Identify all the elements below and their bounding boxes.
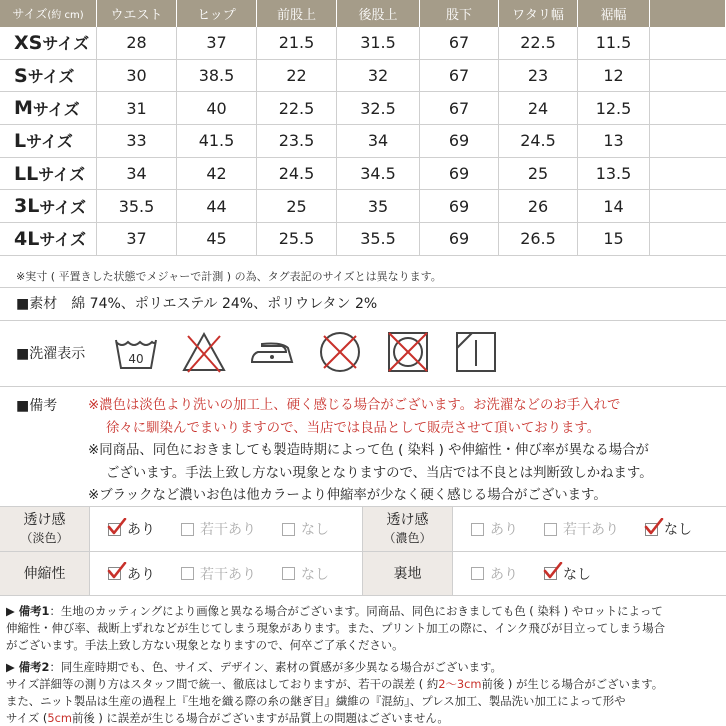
- checkbox-label: 若干あり: [200, 522, 256, 538]
- remarks-line: ※ブラックなど濃いお色は他カラーより伸縮率が少なく硬く感じる場合がございます。: [88, 488, 607, 503]
- wash-40-icon: [112, 328, 160, 376]
- checkbox-label: なし: [664, 522, 692, 538]
- size-label: 4L サイズ: [0, 223, 97, 255]
- remarks-label: ■備考: [16, 398, 58, 414]
- material-section: [16, 293, 377, 313]
- checkbox-label: あり: [127, 566, 155, 583]
- header-hem: 裾幅: [578, 0, 650, 27]
- checkbox-label: 若干あり: [563, 522, 619, 538]
- size-value-cell: 11.5: [578, 27, 650, 59]
- header-blank: [650, 0, 726, 27]
- header-thigh: ワタリ幅: [499, 0, 578, 27]
- footnotes: [6, 603, 722, 726]
- size-value-cell: 13.5: [578, 158, 650, 190]
- material-value: 綿 74%、ポリエステル 24%、ポリウレタン 2%: [71, 296, 378, 312]
- checkbox-unchecked: [181, 567, 194, 580]
- checkbox-unchecked: [181, 523, 194, 536]
- checkbox-label: なし: [301, 522, 329, 538]
- size-value-cell: 67: [420, 60, 499, 92]
- size-value-cell: 15: [578, 223, 650, 255]
- checkbox-option: [282, 564, 329, 584]
- options-stretch: [90, 552, 363, 595]
- size-label: 3L サイズ: [0, 190, 97, 222]
- checkbox-label: なし: [563, 566, 591, 583]
- footnote-2: ▶ 備考2：同生産時期でも、色、サイズ、デザイン、素材の質感が多少異なる場合がございます。 サイズ詳細等の測り方はスタッフ間で統一、徹底はしておりますが、若干の誤差 ( 約2～3cm前後 ) が生じる場合がございます。 また、ニット製品は生産の過程上『生地を織る際の糸の継ぎ目』繊維の『混紡』、プレス加工、製品洗い加工によって形や サイズ (5cm前後 ) に誤差が生じる場合がございますが品質上の問題はございません。: [6, 660, 664, 725]
- checkbox-option: [645, 519, 692, 539]
- checkbox-option: [544, 519, 619, 539]
- size-value-cell: 24.5: [499, 125, 578, 157]
- size-value-cell: 12: [578, 60, 650, 92]
- size-value-cell: 38.5: [177, 60, 257, 92]
- checkbox-checked: [645, 523, 658, 536]
- size-label: M サイズ: [0, 92, 97, 124]
- checkbox-unchecked: [471, 567, 484, 580]
- remarks-line: 徐々に馴染んでまいりますので、当店では良品として販売させて頂いております。: [106, 420, 601, 436]
- size-value-cell: 44: [177, 190, 257, 222]
- size-value-cell: 41.5: [177, 125, 257, 157]
- checkbox-checked: [544, 567, 557, 580]
- property-label-stretch: 伸縮性: [0, 552, 90, 595]
- size-row: [0, 223, 726, 256]
- size-value-cell: 12.5: [578, 92, 650, 124]
- size-value-cell: 35.5: [97, 190, 177, 222]
- divider: [0, 386, 726, 387]
- checkbox-unchecked: [282, 567, 295, 580]
- washing-icons: [112, 328, 500, 376]
- header-inseam: 股下: [420, 0, 499, 27]
- size-value-cell: 21.5: [257, 27, 337, 59]
- size-row: [0, 190, 726, 223]
- svg-text:40: 40: [128, 352, 144, 366]
- size-value-cell: 13: [578, 125, 650, 157]
- size-row: [0, 158, 726, 191]
- size-value-cell: 24.5: [257, 158, 337, 190]
- size-value-cell: 26: [499, 190, 578, 222]
- remarks-body: [88, 395, 718, 508]
- options-sheer-dark: [453, 507, 726, 551]
- size-value-cell: 32: [337, 60, 420, 92]
- header-back-rise: 後股上: [337, 0, 420, 27]
- size-value-cell: 28: [97, 27, 177, 59]
- no-bleach-icon: [180, 328, 228, 376]
- no-tumble-dry-icon: [384, 328, 432, 376]
- size-value-cell: 26.5: [499, 223, 578, 255]
- size-value-cell: 25: [499, 158, 578, 190]
- size-value-cell: 14: [578, 190, 650, 222]
- size-row: [0, 125, 726, 158]
- size-value-cell: 30: [97, 60, 177, 92]
- size-value-cell: 67: [420, 92, 499, 124]
- size-table-header: [0, 0, 726, 27]
- remarks-line: ございます。手法上致し方ない現象となりますので、当店では不良とは判断致しかねます。: [106, 465, 653, 481]
- checkbox-label: あり: [490, 566, 518, 583]
- size-row: [0, 92, 726, 125]
- property-label-sheer-light: 透け感 （淡色）: [0, 507, 90, 551]
- checkbox-option: [471, 564, 518, 584]
- iron-low-icon: [248, 328, 296, 376]
- checkbox-option: [108, 519, 155, 539]
- blank-cell: [650, 125, 726, 157]
- footnote-1-title: ▶ 備考1: [6, 604, 50, 618]
- size-row: [0, 60, 726, 93]
- line-dry-shade-icon: [452, 328, 500, 376]
- size-value-cell: 35: [337, 190, 420, 222]
- size-value-cell: 23.5: [257, 125, 337, 157]
- size-value-cell: 69: [420, 158, 499, 190]
- size-value-cell: 69: [420, 125, 499, 157]
- size-value-cell: 22.5: [499, 27, 578, 59]
- size-value-cell: 31: [97, 92, 177, 124]
- checkbox-option: [108, 564, 155, 584]
- size-value-cell: 42: [177, 158, 257, 190]
- checkbox-option: [181, 519, 256, 539]
- washing-label: ■洗濯表示: [16, 346, 86, 362]
- size-label: S サイズ: [0, 60, 97, 92]
- size-label: XS サイズ: [0, 27, 97, 59]
- size-header-cell: サイズ (約 cm): [0, 0, 97, 27]
- divider: [0, 320, 726, 321]
- remarks-line: ※濃色は淡色より洗いの加工上、硬く感じる場合がございます。お洗濯などのお手入れで: [88, 398, 621, 413]
- remarks-line: ※同商品、同色におきましても製造時期によって色 ( 染料 ) や伸縮性・伸び率が異なる場合が: [88, 443, 649, 458]
- blank-cell: [650, 92, 726, 124]
- size-label: L サイズ: [0, 125, 97, 157]
- properties-row: [0, 506, 726, 551]
- header-waist: ウエスト: [97, 0, 177, 27]
- property-label-lining: 裏地: [363, 552, 453, 595]
- blank-cell: [650, 223, 726, 255]
- size-label: LL サイズ: [0, 158, 97, 190]
- options-sheer-light: [90, 507, 363, 551]
- measure-note: ※実寸 ( 平置きした状態でメジャーで計測 ) の為、タグ表記のサイズとは異なります。: [16, 270, 442, 283]
- size-value-cell: 67: [420, 27, 499, 59]
- blank-cell: [650, 158, 726, 190]
- size-value-cell: 34: [97, 158, 177, 190]
- options-lining: [453, 552, 726, 595]
- properties-table: [0, 506, 726, 596]
- no-dry-clean-icon: [316, 328, 364, 376]
- checkbox-label: 若干あり: [200, 566, 256, 583]
- material-label: ■素材: [16, 296, 58, 312]
- footnote-2-title: ▶ 備考2: [6, 660, 50, 674]
- checkbox-label: あり: [127, 522, 155, 538]
- checkbox-label: あり: [490, 522, 518, 538]
- checkbox-option: [282, 519, 329, 539]
- checkbox-unchecked: [471, 523, 484, 536]
- size-value-cell: 24: [499, 92, 578, 124]
- size-value-cell: 34: [337, 125, 420, 157]
- checkbox-option: [544, 564, 591, 584]
- blank-cell: [650, 190, 726, 222]
- size-value-cell: 69: [420, 223, 499, 255]
- size-value-cell: 25: [257, 190, 337, 222]
- size-value-cell: 33: [97, 125, 177, 157]
- checkbox-checked: [108, 567, 121, 580]
- size-value-cell: 37: [177, 27, 257, 59]
- size-table: [0, 0, 726, 256]
- size-value-cell: 69: [420, 190, 499, 222]
- checkbox-checked: [108, 523, 121, 536]
- size-value-cell: 45: [177, 223, 257, 255]
- divider: [0, 287, 726, 288]
- size-row: [0, 27, 726, 60]
- size-value-cell: 35.5: [337, 223, 420, 255]
- checkbox-unchecked: [544, 523, 557, 536]
- property-label-sheer-dark: 透け感 （濃色）: [363, 507, 453, 551]
- blank-cell: [650, 27, 726, 59]
- size-value-cell: 31.5: [337, 27, 420, 59]
- properties-row: [0, 551, 726, 596]
- header-hip: ヒップ: [177, 0, 257, 27]
- size-value-cell: 22: [257, 60, 337, 92]
- size-value-cell: 22.5: [257, 92, 337, 124]
- checkbox-label: なし: [301, 566, 329, 583]
- header-front-rise: 前股上: [257, 0, 337, 27]
- size-value-cell: 37: [97, 223, 177, 255]
- checkbox-option: [181, 564, 256, 584]
- size-value-cell: 23: [499, 60, 578, 92]
- footnote-1: ▶ 備考1：生地のカッティングにより画像と異なる場合がございます。同商品、同色におきましても色 ( 染料 ) やロットによって 伸縮性・伸び率、裁断上ずれなどが生じてしまう現象があります。また、プリント加工の際に、インク飛びが目立ってしまう場合 がございます。手法上致し方ない現象となりますので、何卒ご了承ください。: [6, 604, 666, 652]
- size-value-cell: 32.5: [337, 92, 420, 124]
- checkbox-unchecked: [282, 523, 295, 536]
- size-value-cell: 25.5: [257, 223, 337, 255]
- blank-cell: [650, 60, 726, 92]
- size-value-cell: 34.5: [337, 158, 420, 190]
- size-value-cell: 40: [177, 92, 257, 124]
- checkbox-option: [471, 519, 518, 539]
